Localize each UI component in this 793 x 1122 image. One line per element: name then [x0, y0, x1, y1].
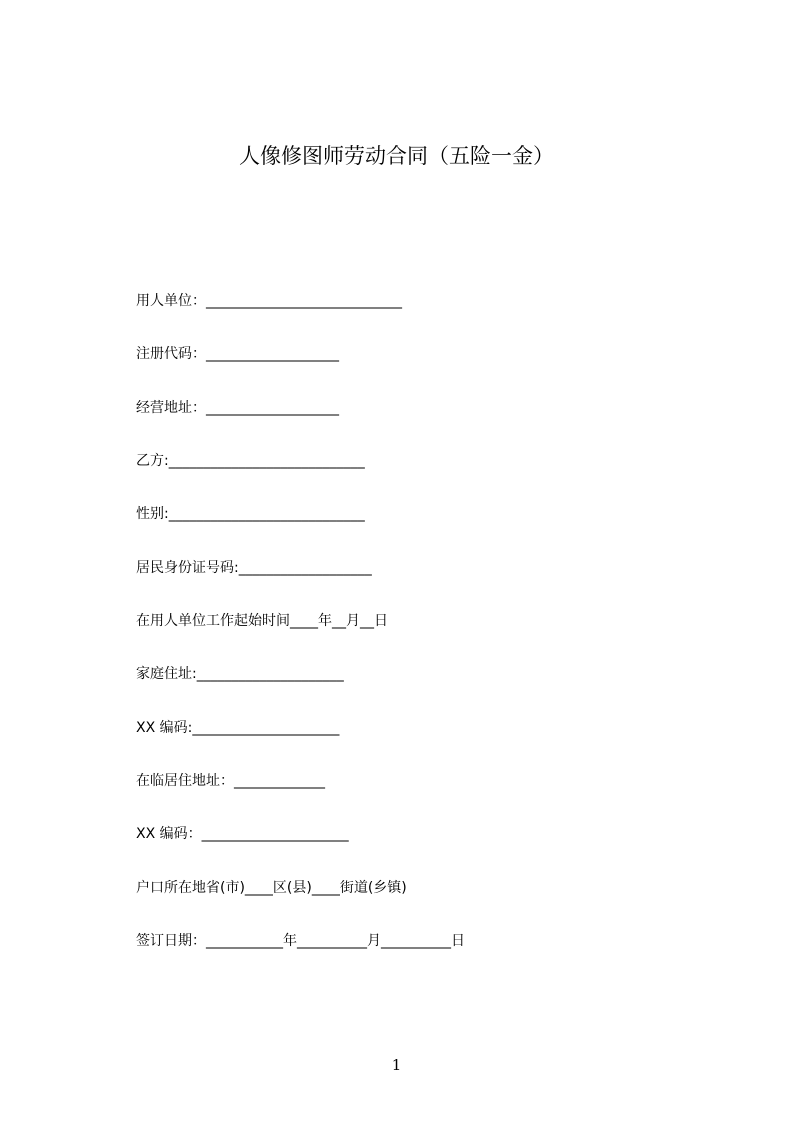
home-address-field: 家庭住址:_____________________	[136, 666, 344, 682]
party-b-field: 乙方:____________________________	[136, 453, 365, 469]
signing-date-field: 签订日期：___________年__________月__________日	[136, 933, 465, 949]
current-address-field: 在临居住地址：_____________	[136, 773, 325, 789]
business-address-field: 经营地址：___________________	[136, 400, 339, 416]
employment-start-date-field: 在用人单位工作起始时间____年__月__日	[136, 613, 388, 629]
gender-field: 性别:____________________________	[136, 506, 365, 522]
id-number-field: 居民身份证号码:___________________	[136, 560, 372, 576]
employer-unit-field: 用人单位：____________________________	[136, 293, 402, 309]
document-title: 人像修图师劳动合同（五险一金）	[239, 144, 554, 168]
home-postal-code-field: XX 编码:_____________________	[136, 720, 340, 736]
registration-code-field: 注册代码：___________________	[136, 346, 339, 362]
current-postal-code-field: XX 编码：_____________________	[136, 826, 349, 842]
household-registration-field: 户口所在地省(市)____区(县)____街道(乡镇)	[136, 880, 407, 896]
page-number: 1	[391, 1056, 402, 1074]
